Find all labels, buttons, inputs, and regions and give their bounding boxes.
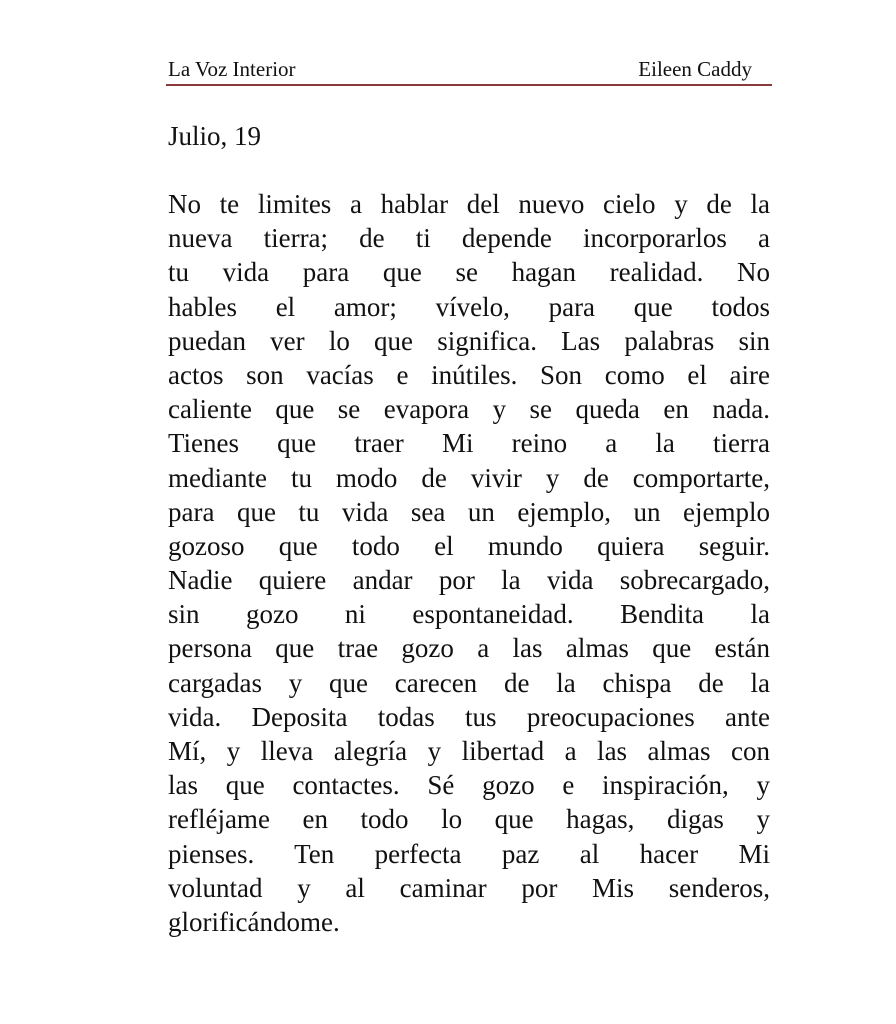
text-line: cargadas y que carecen de la chispa de la [168,667,770,698]
text-line: las que contactes. Sé gozo e inspiración, y [168,770,770,801]
text-line: nueva tierra; de ti depende incorporarlos a [168,223,770,254]
text-line: para que tu vida sea un ejemplo, un ejemplo [168,496,770,527]
book-title: La Voz Interior [168,57,296,81]
text-line: voluntad y al caminar por Mis senderos, [168,872,770,903]
entry-date: Julio, 19 [168,121,262,151]
text-line: persona que trae gozo a las almas que están [168,633,770,664]
text-line: gozoso que todo el mundo quiera seguir. [168,530,770,561]
text-line: Mí, y lleva alegría y libertad a las almas con [168,736,770,766]
text-line: vida. Deposita todas tus preocupaciones ante [168,701,770,732]
running-header [166,56,772,86]
text-line: pienses. Ten perfecta paz al hacer Mi [168,838,770,869]
text-line: actos son vacías e inútiles. Son como el aire [168,359,770,390]
text-line: Tienes que traer Mi reino a la tierra [168,428,770,459]
entry-text [168,187,770,939]
text-line: mediante tu modo de vivir y de comportarte, [168,462,770,493]
text-line: No te limites a hablar del nuevo cielo y de la [168,189,770,219]
text-line: Nadie quiere andar por la vida sobrecargado, [168,565,770,596]
text-line: tu vida para que se hagan realidad. No [168,257,770,288]
author-name: Eileen Caddy [638,57,752,81]
text-line: caliente que se evapora y se queda en nada. [168,394,770,425]
text-line: sin gozo ni espontaneidad. Bendita la [168,599,770,630]
text-line: hables el amor; vívelo, para que todos [168,291,770,322]
text-line: puedan ver lo que significa. Las palabras sin [168,325,770,356]
text-line: refléjame en todo lo que hagas, digas y [168,804,770,835]
text-line: glorificándome. [168,906,340,937]
